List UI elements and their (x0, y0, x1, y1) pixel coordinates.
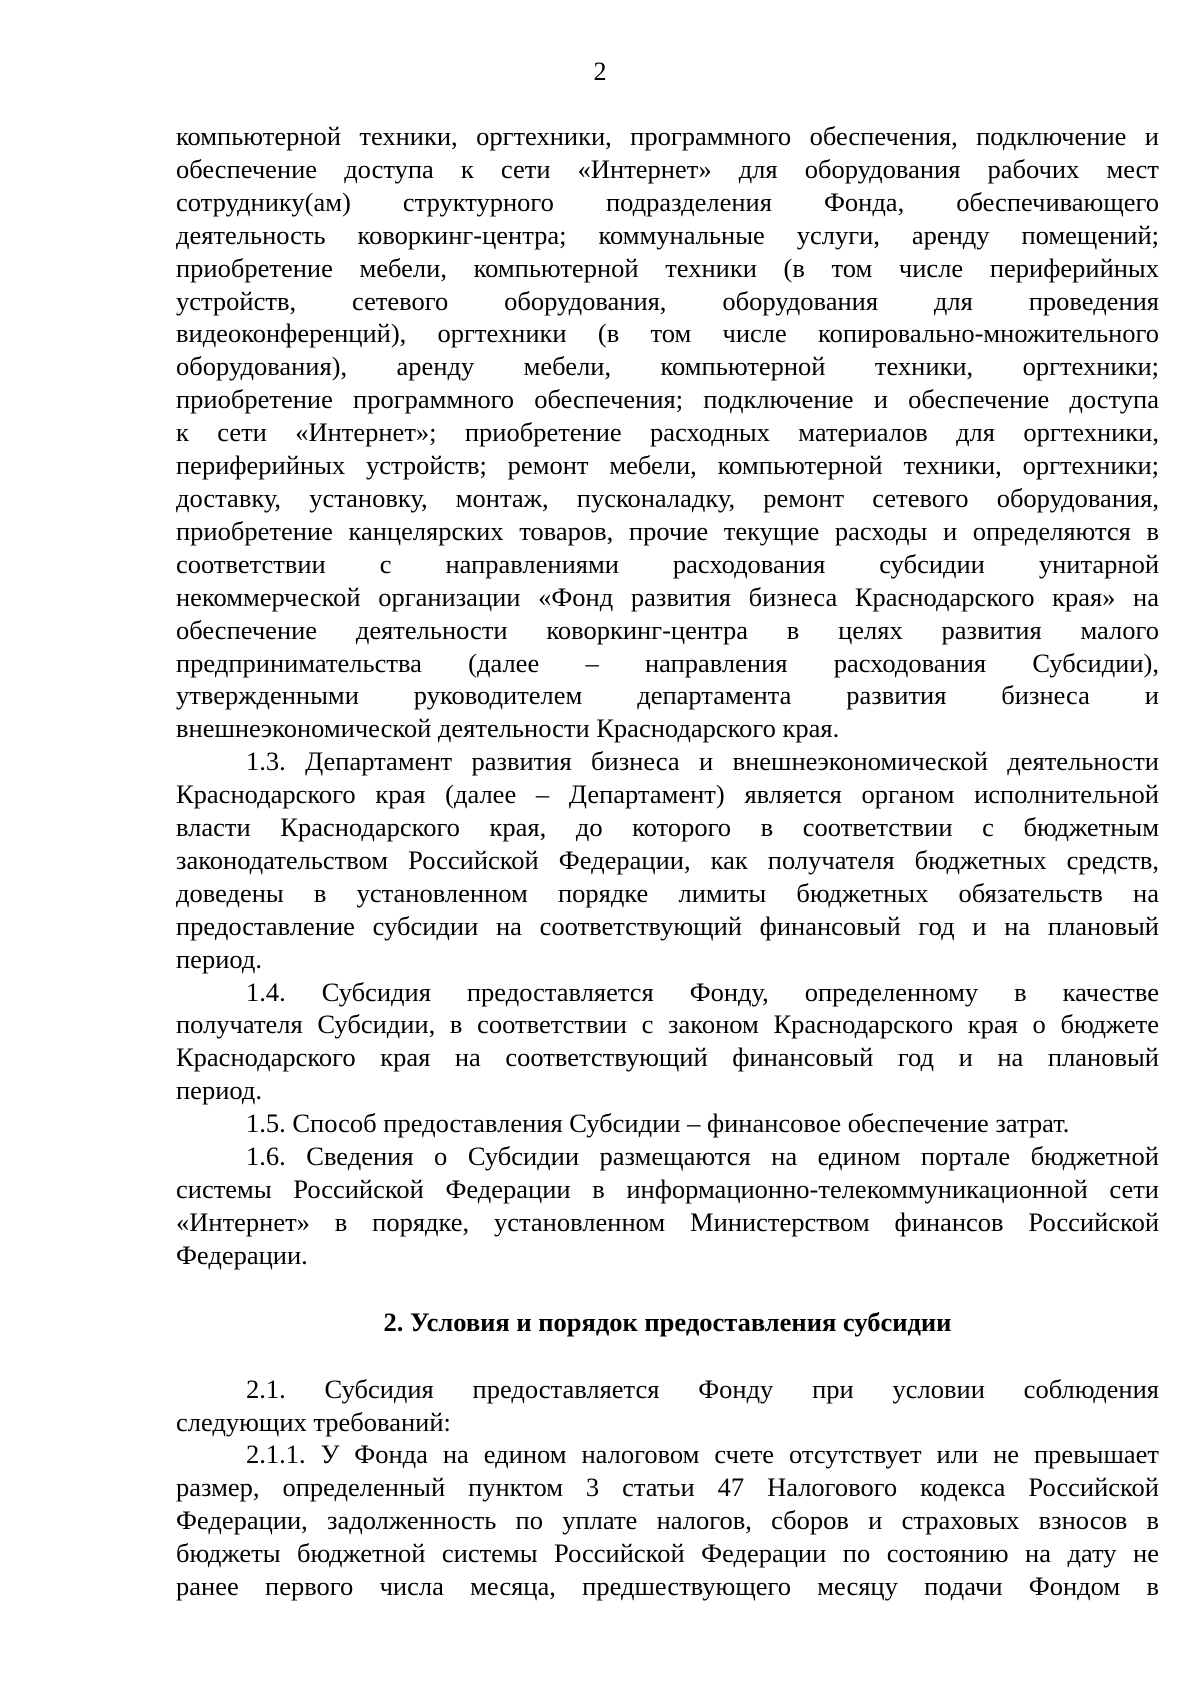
text-line: устройств, сетевого оборудования, оборудования для проведения (176, 285, 1159, 316)
text-line: Краснодарского края на соответствующий финансовый год и на плановый (176, 1042, 1159, 1073)
text-line: 2.1.1. У Фонда на едином налоговом счете отсутствует или не превышает (246, 1439, 1159, 1470)
section-heading: 2. Условия и порядок предоставления субсидии (383, 1306, 952, 1337)
paragraph-2-1-1 (176, 1438, 1159, 1603)
text-line: соответствии с направлениями расходования субсидии унитарной (176, 548, 1159, 579)
text-line: приобретение мебели, компьютерной техники (в том числе периферийных (176, 252, 1159, 283)
text-line: 1.5. Способ предоставления Субсидии – финансовое обеспечение затрат. (246, 1108, 1070, 1139)
paragraph-2-1 (176, 1373, 1159, 1439)
text-line: оборудования), аренду мебели, компьютерной техники, оргтехники; (176, 351, 1159, 382)
text-line: Краснодарского края (далее – Департамент) является органом исполнительной (176, 779, 1159, 810)
text-line: получателя Субсидии, в соответствии с законом Краснодарского края о бюджете (176, 1009, 1159, 1040)
paragraph-intro (176, 120, 1159, 745)
text-line: бюджеты бюджетной системы Российской Федерации по состоянию на дату не (176, 1538, 1159, 1569)
text-line: к сети «Интернет»; приобретение расходных материалов для оргтехники, (176, 417, 1159, 448)
text-line: «Интернет» в порядке, установленном Министерством финансов Российской (176, 1206, 1159, 1237)
text-line: деятельность коворкинг-центра; коммунальные услуги, аренду помещений; (176, 219, 1159, 250)
text-line: 1.3. Департамент развития бизнеса и внешнеэкономической деятельности (246, 746, 1159, 777)
text-line: компьютерной техники, оргтехники, программного обеспечения, подключение и (176, 121, 1159, 151)
text-line: Федерации. (176, 1239, 308, 1270)
text-line: следующих требований: (176, 1406, 451, 1437)
text-line: 1.4. Субсидия предоставляется Фонду, определенному в качестве (246, 976, 1159, 1007)
paragraph-1-3 (176, 745, 1159, 975)
text-line: ранее первого числа месяца, предшествующего месяцу подачи Фондом в (176, 1571, 1159, 1602)
text-line: обеспечение деятельности коворкинг-центра в целях развития малого (176, 614, 1159, 645)
text-line: периферийных устройств; ремонт мебели, компьютерной техники, оргтехники; (176, 450, 1159, 481)
text-line: предоставление субсидии на соответствующий финансовый год и на плановый (176, 910, 1159, 941)
text-line: приобретение программного обеспечения; подключение и обеспечение доступа (176, 384, 1159, 415)
text-line: период. (176, 1075, 262, 1106)
text-line: власти Краснодарского края, до которого в соответствии с бюджетным (176, 812, 1159, 843)
text-line: предпринимательства (далее – направления расходования Субсидии), (176, 647, 1159, 678)
text-line: приобретение канцелярских товаров, прочие текущие расходы и определяются в (176, 515, 1159, 546)
text-line: 2.1. Субсидия предоставляется Фонду при условии соблюдения (246, 1373, 1159, 1404)
text-line: законодательством Российской Федерации, как получателя бюджетных средств, (176, 844, 1159, 875)
paragraph-1-5 (176, 1107, 1159, 1140)
document-body (176, 120, 1159, 1603)
text-line: обеспечение доступа к сети «Интернет» для оборудования рабочих мест (176, 153, 1159, 184)
text-line: видеоконференций), оргтехники (в том числе копировально-множительного (176, 318, 1159, 349)
text-line: период. (176, 943, 262, 974)
text-line: доведены в установленном порядке лимиты бюджетных обязательств на (176, 877, 1159, 908)
text-line: доставку, установку, монтаж, пусконаладку, ремонт сетевого оборудования, (176, 482, 1159, 513)
paragraph-1-4 (176, 976, 1159, 1108)
text-line: системы Российской Федерации в информационно-телекоммуникационной сети (176, 1174, 1159, 1204)
paragraph-1-6 (176, 1140, 1159, 1272)
page-number: 2 (593, 57, 607, 86)
text-line: утвержденными руководителем департамента развития бизнеса и (176, 680, 1159, 711)
text-line: 1.6. Сведения о Субсидии размещаются на едином портале бюджетной (246, 1141, 1159, 1172)
text-line: Федерации, задолженность по уплате налогов, сборов и страховых взносов в (176, 1505, 1159, 1536)
text-line: размер, определенный пунктом 3 статьи 47 Налогового кодекса Российской (176, 1472, 1159, 1503)
text-line: внешнеэкономической деятельности Краснодарского края. (176, 713, 840, 744)
text-line: некоммерческой организации «Фонд развития бизнеса Краснодарского края» на (176, 581, 1159, 612)
text-line: сотруднику(ам) структурного подразделения Фонда, обеспечивающего (176, 186, 1159, 217)
